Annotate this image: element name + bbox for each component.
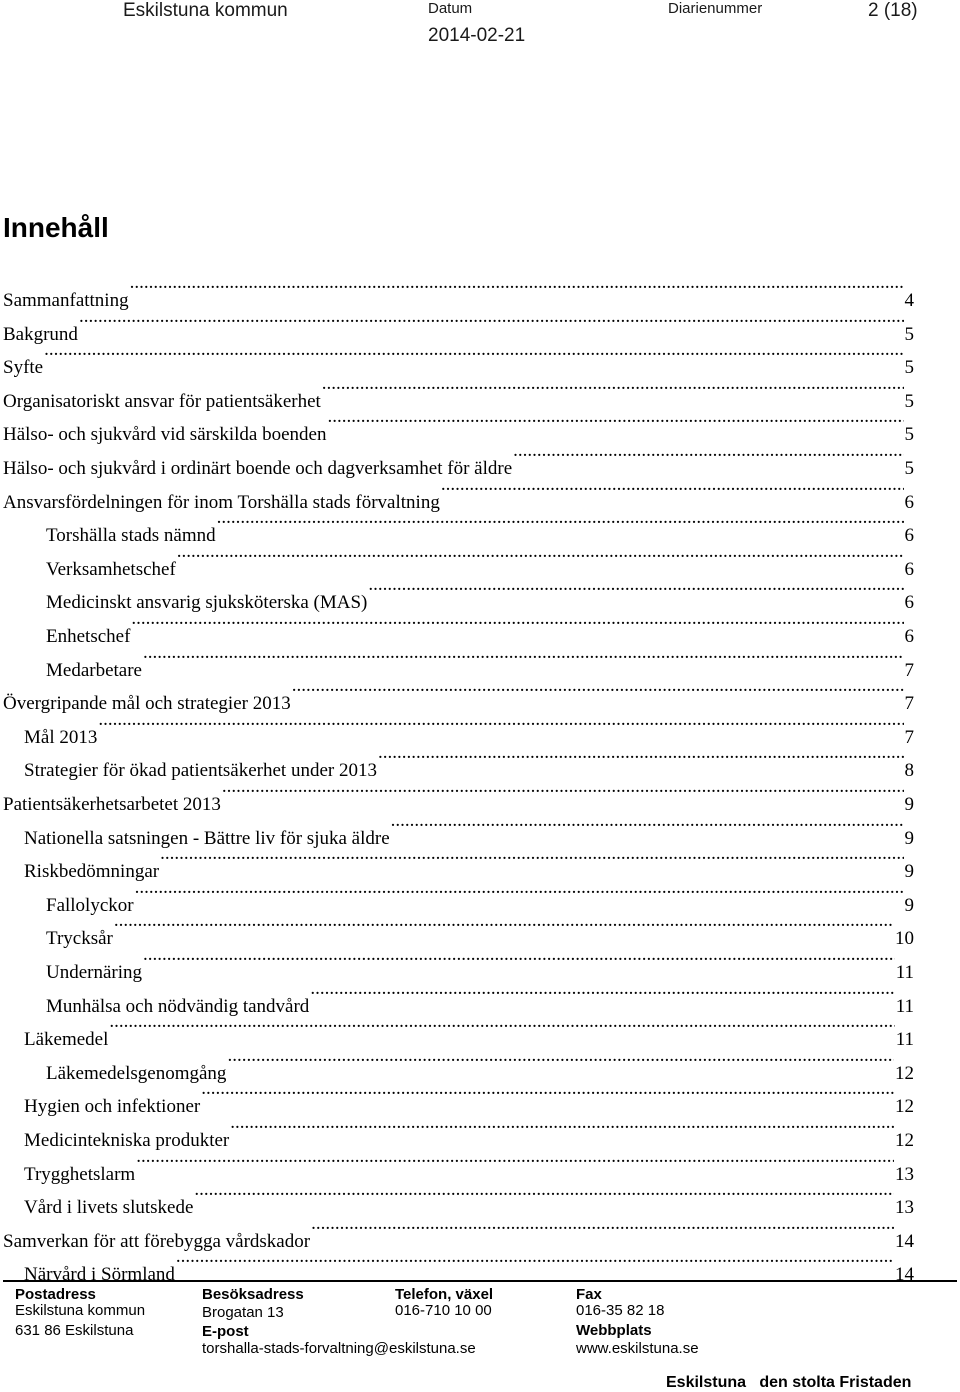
toc-entry[interactable] xyxy=(24,709,914,748)
toc-entry-page: 12 xyxy=(895,1130,914,1151)
toc-entry-title: Medarbetare xyxy=(46,660,142,681)
toc-entry[interactable] xyxy=(3,474,914,513)
toc-entry[interactable] xyxy=(24,810,914,849)
toc-entry-title: Enhetschef xyxy=(46,626,131,647)
footer-postadress-line1: Eskilstuna kommun xyxy=(15,1302,146,1319)
toc-entry-page: 11 xyxy=(895,962,914,983)
header-page-number: 2 (18) xyxy=(868,0,918,21)
toc-entry-page: 5 xyxy=(904,458,914,479)
toc-entry-leader xyxy=(109,1011,894,1045)
toc-entry-leader xyxy=(327,406,903,440)
footer-postadress-label: Postadress xyxy=(15,1286,96,1303)
footer-webbplats: www.eskilstuna.se xyxy=(576,1340,699,1357)
toc-entry-title: Strategier för ökad patientsäkerhet under 2013 xyxy=(24,760,377,781)
toc-entry-page: 10 xyxy=(895,928,914,949)
toc-entry[interactable] xyxy=(46,877,914,916)
toc-entry-leader xyxy=(378,742,904,776)
toc-entry-leader xyxy=(176,1246,894,1280)
toc-entry-leader xyxy=(136,1146,894,1180)
toc-entry-leader xyxy=(391,810,904,844)
toc-entry-title: Hygien och infektioner xyxy=(24,1096,201,1117)
toc-entry-title: Fallolyckor xyxy=(46,895,134,916)
toc-entry-title: Hälso- och sjukvård i ordinärt boende och dagverksamhet för äldre xyxy=(3,458,513,479)
header-diarienummer-label: Diarienummer xyxy=(668,0,763,17)
toc-entry[interactable] xyxy=(24,1246,914,1285)
toc-entry-title: Hälso- och sjukvård vid särskilda boenden xyxy=(3,424,327,445)
toc-entry-leader xyxy=(368,574,903,608)
toc-entry-title: Nationella satsningen - Bättre liv för sjuka äldre xyxy=(24,828,390,849)
toc-entry-leader xyxy=(44,339,903,373)
document-header xyxy=(0,0,960,60)
toc-entry-page: 9 xyxy=(904,861,914,882)
toc-entry[interactable] xyxy=(24,1146,914,1185)
footer-fax-label: Fax xyxy=(576,1286,602,1303)
toc-entry-leader xyxy=(217,507,904,541)
toc-entry-page: 6 xyxy=(904,525,914,546)
toc-entry[interactable] xyxy=(24,1078,914,1117)
toc-entry-page: 11 xyxy=(895,996,914,1017)
toc-title: Innehåll xyxy=(3,212,109,243)
toc-entry-page: 11 xyxy=(895,1029,914,1050)
toc-entry-title: Ansvarsfördelningen för inom Torshälla stads förvaltning xyxy=(3,492,440,513)
footer-webbplats-label: Webbplats xyxy=(576,1322,652,1339)
toc-entry-leader xyxy=(131,608,903,642)
toc-entry-leader xyxy=(194,1179,894,1213)
toc-entry[interactable] xyxy=(46,507,914,546)
header-datum-label: Datum xyxy=(428,0,473,17)
footer-fax: 016-35 82 18 xyxy=(576,1302,665,1319)
toc-entry-page: 8 xyxy=(904,760,914,781)
toc-entry-title: Samverkan för att förebygga vårdskador xyxy=(3,1231,311,1252)
toc-entry-leader xyxy=(135,877,904,911)
toc-entry[interactable] xyxy=(46,608,914,647)
toc-entry-leader xyxy=(311,1213,894,1247)
toc-entry-title: Munhälsa och nödvändig tandvård xyxy=(46,996,310,1017)
footer-slogan: Eskilstuna den stolta Fristaden xyxy=(666,1374,912,1391)
toc-entry[interactable] xyxy=(24,843,914,882)
toc-entry[interactable] xyxy=(46,541,914,580)
toc-entry-leader xyxy=(143,944,895,978)
footer-besoksadress: Brogatan 13 xyxy=(202,1304,284,1321)
toc-entry-leader xyxy=(98,709,903,743)
toc-entry-leader xyxy=(513,440,903,474)
toc-entry-title: Mål 2013 xyxy=(24,727,98,748)
toc-entry-title: Organisatoriskt ansvar för patientsäkerhet xyxy=(3,391,321,412)
toc-entry-page: 5 xyxy=(904,357,914,378)
toc-entry-title: Syfte xyxy=(3,357,44,378)
footer-besoksadress-label: Besöksadress xyxy=(202,1286,304,1303)
toc-entry-page: 5 xyxy=(904,424,914,445)
toc-entry-page: 6 xyxy=(904,559,914,580)
toc-entry-page: 7 xyxy=(904,727,914,748)
toc-entry-page: 6 xyxy=(904,592,914,613)
toc-entry-page: 9 xyxy=(904,828,914,849)
toc-entry-page: 4 xyxy=(904,290,914,311)
toc-entry[interactable] xyxy=(3,675,914,714)
toc-entry-page: 6 xyxy=(904,492,914,513)
toc-entry-page: 9 xyxy=(904,794,914,815)
toc-entry[interactable] xyxy=(3,306,914,345)
toc-entry-title: Vård i livets slutskede xyxy=(24,1197,194,1218)
toc-entry[interactable] xyxy=(24,742,914,781)
toc-entry[interactable] xyxy=(46,1045,914,1084)
toc-entry-leader xyxy=(310,978,894,1012)
footer-epost: torshalla-stads-forvaltning@eskilstuna.se xyxy=(202,1340,476,1357)
footer-telefon-label: Telefon, växel xyxy=(395,1286,494,1303)
toc-entry-page: 9 xyxy=(904,895,914,916)
header-organization: Eskilstuna kommun xyxy=(123,0,288,21)
toc-entry-page: 14 xyxy=(895,1264,914,1285)
toc-entry[interactable] xyxy=(3,776,914,815)
toc-entry[interactable] xyxy=(46,910,914,949)
toc-entry[interactable] xyxy=(3,406,914,445)
toc-entry-leader xyxy=(130,272,904,306)
toc-entry[interactable] xyxy=(3,1213,914,1252)
toc-entry-title: Övergripande mål och strategier 2013 xyxy=(3,693,291,714)
footer-postadress-line2: 631 86 Eskilstuna xyxy=(15,1322,134,1339)
toc-entry-page: 14 xyxy=(895,1231,914,1252)
toc-entry-title: Torshälla stads nämnd xyxy=(46,525,216,546)
toc-entry-title: Läkemedelsgenomgång xyxy=(46,1063,227,1084)
toc-entry-leader xyxy=(322,373,904,407)
toc-entry[interactable] xyxy=(3,339,914,378)
toc-entry-leader xyxy=(79,306,904,340)
toc-entry-leader xyxy=(177,541,904,575)
toc-entry-page: 7 xyxy=(904,660,914,681)
footer-telefon: 016-710 10 00 xyxy=(395,1302,492,1319)
footer-divider xyxy=(3,1280,957,1282)
toc-entry-title: Läkemedel xyxy=(24,1029,109,1050)
toc-entry-leader xyxy=(114,910,894,944)
toc-entry-page: 12 xyxy=(895,1096,914,1117)
header-date: 2014-02-21 xyxy=(428,25,526,46)
toc-entry[interactable] xyxy=(46,944,914,983)
toc-entry[interactable] xyxy=(3,272,914,311)
toc-entry-page: 5 xyxy=(904,324,914,345)
toc-entry-title: Riskbedömningar xyxy=(24,861,160,882)
toc-entry-leader xyxy=(143,642,904,676)
footer-epost-label: E-post xyxy=(202,1323,249,1340)
toc-entry[interactable] xyxy=(46,978,914,1017)
toc-entry-page: 6 xyxy=(904,626,914,647)
toc-entry-leader xyxy=(227,1045,894,1079)
toc-entry-page: 5 xyxy=(904,391,914,412)
toc-entry[interactable] xyxy=(46,642,914,681)
toc-entry-title: Verksamhetschef xyxy=(46,559,176,580)
toc-entry-title: Trygghetslarm xyxy=(24,1164,136,1185)
toc-entry-leader xyxy=(222,776,904,810)
toc-entry-title: Trycksår xyxy=(46,928,113,949)
toc-entry-page: 12 xyxy=(895,1063,914,1084)
toc-entry[interactable] xyxy=(3,373,914,412)
toc-entry-leader xyxy=(441,474,904,508)
toc-entry-page: 13 xyxy=(895,1164,914,1185)
toc-entry[interactable] xyxy=(24,1112,914,1151)
toc-entry-leader xyxy=(160,843,903,877)
toc-entry-title: Medicinskt ansvarig sjuksköterska (MAS) xyxy=(46,592,368,613)
toc-entry-title: Sammanfattning xyxy=(3,290,129,311)
toc-entry-title: Närvård i Sörmland xyxy=(24,1264,175,1285)
toc-entry-leader xyxy=(230,1112,894,1146)
toc-entry-page: 7 xyxy=(904,693,914,714)
toc-entry-title: Undernäring xyxy=(46,962,143,983)
toc-entry-leader xyxy=(292,675,904,709)
toc-entry[interactable] xyxy=(24,1179,914,1218)
toc-entry[interactable] xyxy=(24,1011,914,1050)
toc-entry[interactable] xyxy=(46,574,914,613)
toc-entry[interactable] xyxy=(3,440,914,479)
toc-entry-title: Patientsäkerhetsarbetet 2013 xyxy=(3,794,221,815)
toc-entry-leader xyxy=(201,1078,894,1112)
toc-entry-title: Medicintekniska produkter xyxy=(24,1130,230,1151)
toc-entry-title: Bakgrund xyxy=(3,324,78,345)
toc-entry-page: 13 xyxy=(895,1197,914,1218)
